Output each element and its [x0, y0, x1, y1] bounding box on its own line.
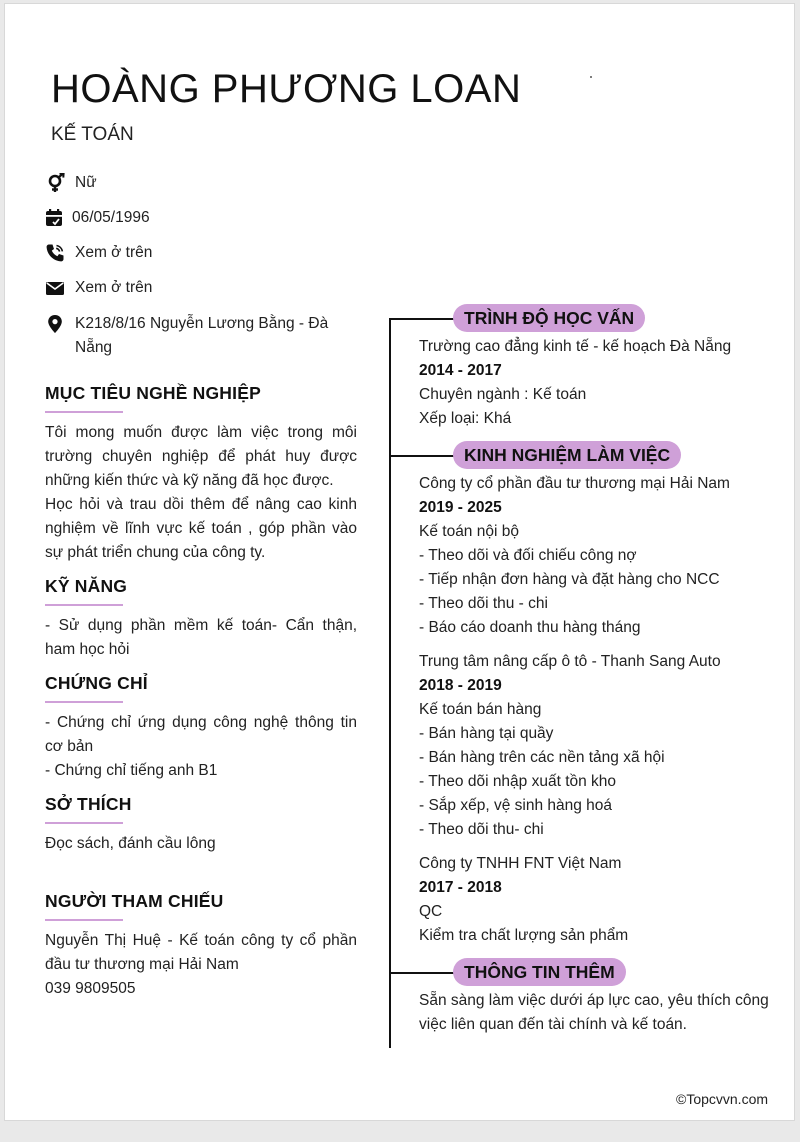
section-underline — [45, 411, 123, 413]
job-duty: - Tiếp nhận đơn hàng và đặt hàng cho NCC — [419, 571, 720, 588]
skills-section — [45, 574, 357, 662]
job-duty: - Theo dõi và đối chiếu công nợ — [419, 547, 637, 564]
hobbies-section — [45, 792, 357, 856]
job-position: QC — [419, 903, 443, 920]
reference-person: Nguyễn Thị Huệ - Kế toán công ty cổ phần đầu tư thương mại Hải Nam — [45, 932, 357, 973]
experience-job — [419, 852, 789, 948]
objective-line: Tôi mong muốn được làm việc trong môi trường chuyên nghiệp để phát huy được những kiến thức và kỹ năng đã học được. — [45, 424, 357, 489]
job-period: 2017 - 2018 — [419, 879, 502, 896]
hobbies-title: SỞ THÍCH — [45, 794, 132, 814]
skills-text: - Sử dụng phần mềm kế toán- Cẩn thận, ham học hỏi — [45, 617, 357, 658]
address-value: K218/8/16 Nguyễn Lương Bằng - Đà Nẵng — [75, 315, 329, 356]
references-text — [45, 929, 357, 1001]
stray-dot — [590, 76, 592, 78]
objective-section — [45, 381, 357, 565]
certificates-list — [45, 711, 357, 783]
hobbies-text: Đọc sách, đánh cầu lông — [45, 835, 216, 852]
certificate-item: - Chứng chỉ tiếng anh B1 — [45, 762, 218, 779]
section-underline — [45, 701, 123, 703]
section-underline — [45, 919, 123, 921]
gender-value: Nữ — [75, 174, 97, 191]
certificate-item: - Chứng chỉ ứng dụng công nghệ thông tin cơ bản — [45, 714, 357, 755]
education-grade: Xếp loại: Khá — [419, 410, 512, 427]
job-duty: - Bán hàng trên các nền tảng xã hội — [419, 749, 665, 766]
certificates-title: CHỨNG CHỈ — [45, 673, 148, 693]
job-position: Kế toán bán hàng — [419, 701, 542, 718]
timeline-connector — [389, 455, 455, 457]
education-school: Trường cao đẳng kinh tế - kế hoạch Đà Nẵng — [419, 338, 732, 355]
envelope-icon — [45, 278, 65, 298]
references-title: NGƯỜI THAM CHIẾU — [45, 891, 224, 911]
experience-job — [419, 650, 789, 842]
birthday-value: 06/05/1996 — [72, 209, 150, 226]
phone-value: Xem ở trên — [75, 244, 153, 261]
gender-icon — [45, 173, 65, 193]
job-period: 2018 - 2019 — [419, 677, 502, 694]
job-duty: - Báo cáo doanh thu hàng tháng — [419, 619, 641, 636]
experience-job — [419, 472, 789, 640]
timeline-line — [389, 318, 391, 1048]
resume-page — [4, 3, 795, 1121]
education-block — [419, 335, 789, 431]
skills-title: KỸ NĂNG — [45, 576, 128, 596]
objective-text — [45, 421, 357, 565]
education-major: Chuyên ngành : Kế toán — [419, 386, 587, 403]
copyright-text: ©Topcvvn.com — [676, 1091, 769, 1107]
job-duty: - Theo dõi nhập xuất tồn kho — [419, 773, 617, 790]
education-title: TRÌNH ĐỘ HỌC VẤN — [453, 304, 645, 332]
map-pin-icon — [45, 314, 65, 334]
additional-title: THÔNG TIN THÊM — [453, 958, 626, 986]
job-period: 2019 - 2025 — [419, 499, 502, 516]
job-company: Công ty TNHH FNT Việt Nam — [419, 855, 622, 872]
section-underline — [45, 604, 123, 606]
phone-icon — [45, 243, 65, 263]
job-duty: - Theo dõi thu- chi — [419, 821, 544, 838]
candidate-name: HOÀNG PHƯƠNG LOAN — [51, 67, 522, 111]
job-company: Công ty cổ phần đầu tư thương mại Hải Nam — [419, 475, 730, 492]
timeline-connector — [389, 318, 455, 320]
email-value: Xem ở trên — [75, 279, 153, 296]
job-duty: - Theo dõi thu - chi — [419, 595, 548, 612]
objective-line: Học hỏi và trau dồi thêm để nâng cao kinh nghiệm về lĩnh vực kế toán , góp phần vào sự phát triển chung của công ty. — [45, 496, 357, 561]
job-company: Trung tâm nâng cấp ô tô - Thanh Sang Auto — [419, 653, 721, 670]
job-duty: - Bán hàng tại quầy — [419, 725, 554, 742]
experience-title: KINH NGHIỆM LÀM VIỆC — [453, 441, 681, 469]
timeline-connector — [389, 972, 455, 974]
job-position: Kế toán nội bộ — [419, 523, 519, 540]
job-duty: Kiểm tra chất lượng sản phẩm — [419, 927, 629, 944]
certificates-section — [45, 671, 357, 783]
calendar-icon — [45, 208, 65, 228]
additional-text: Sẵn sàng làm việc dưới áp lực cao, yêu thích công việc liên quan đến tài chính và kế toán. — [419, 992, 769, 1033]
reference-phone: 039 9809505 — [45, 980, 136, 997]
objective-title: MỤC TIÊU NGHỀ NGHIỆP — [45, 383, 261, 403]
job-title: KẾ TOÁN — [51, 124, 134, 145]
education-period: 2014 - 2017 — [419, 362, 502, 379]
section-underline — [45, 822, 123, 824]
job-duty: - Sắp xếp, vệ sinh hàng hoá — [419, 797, 613, 814]
references-section — [45, 889, 357, 1001]
